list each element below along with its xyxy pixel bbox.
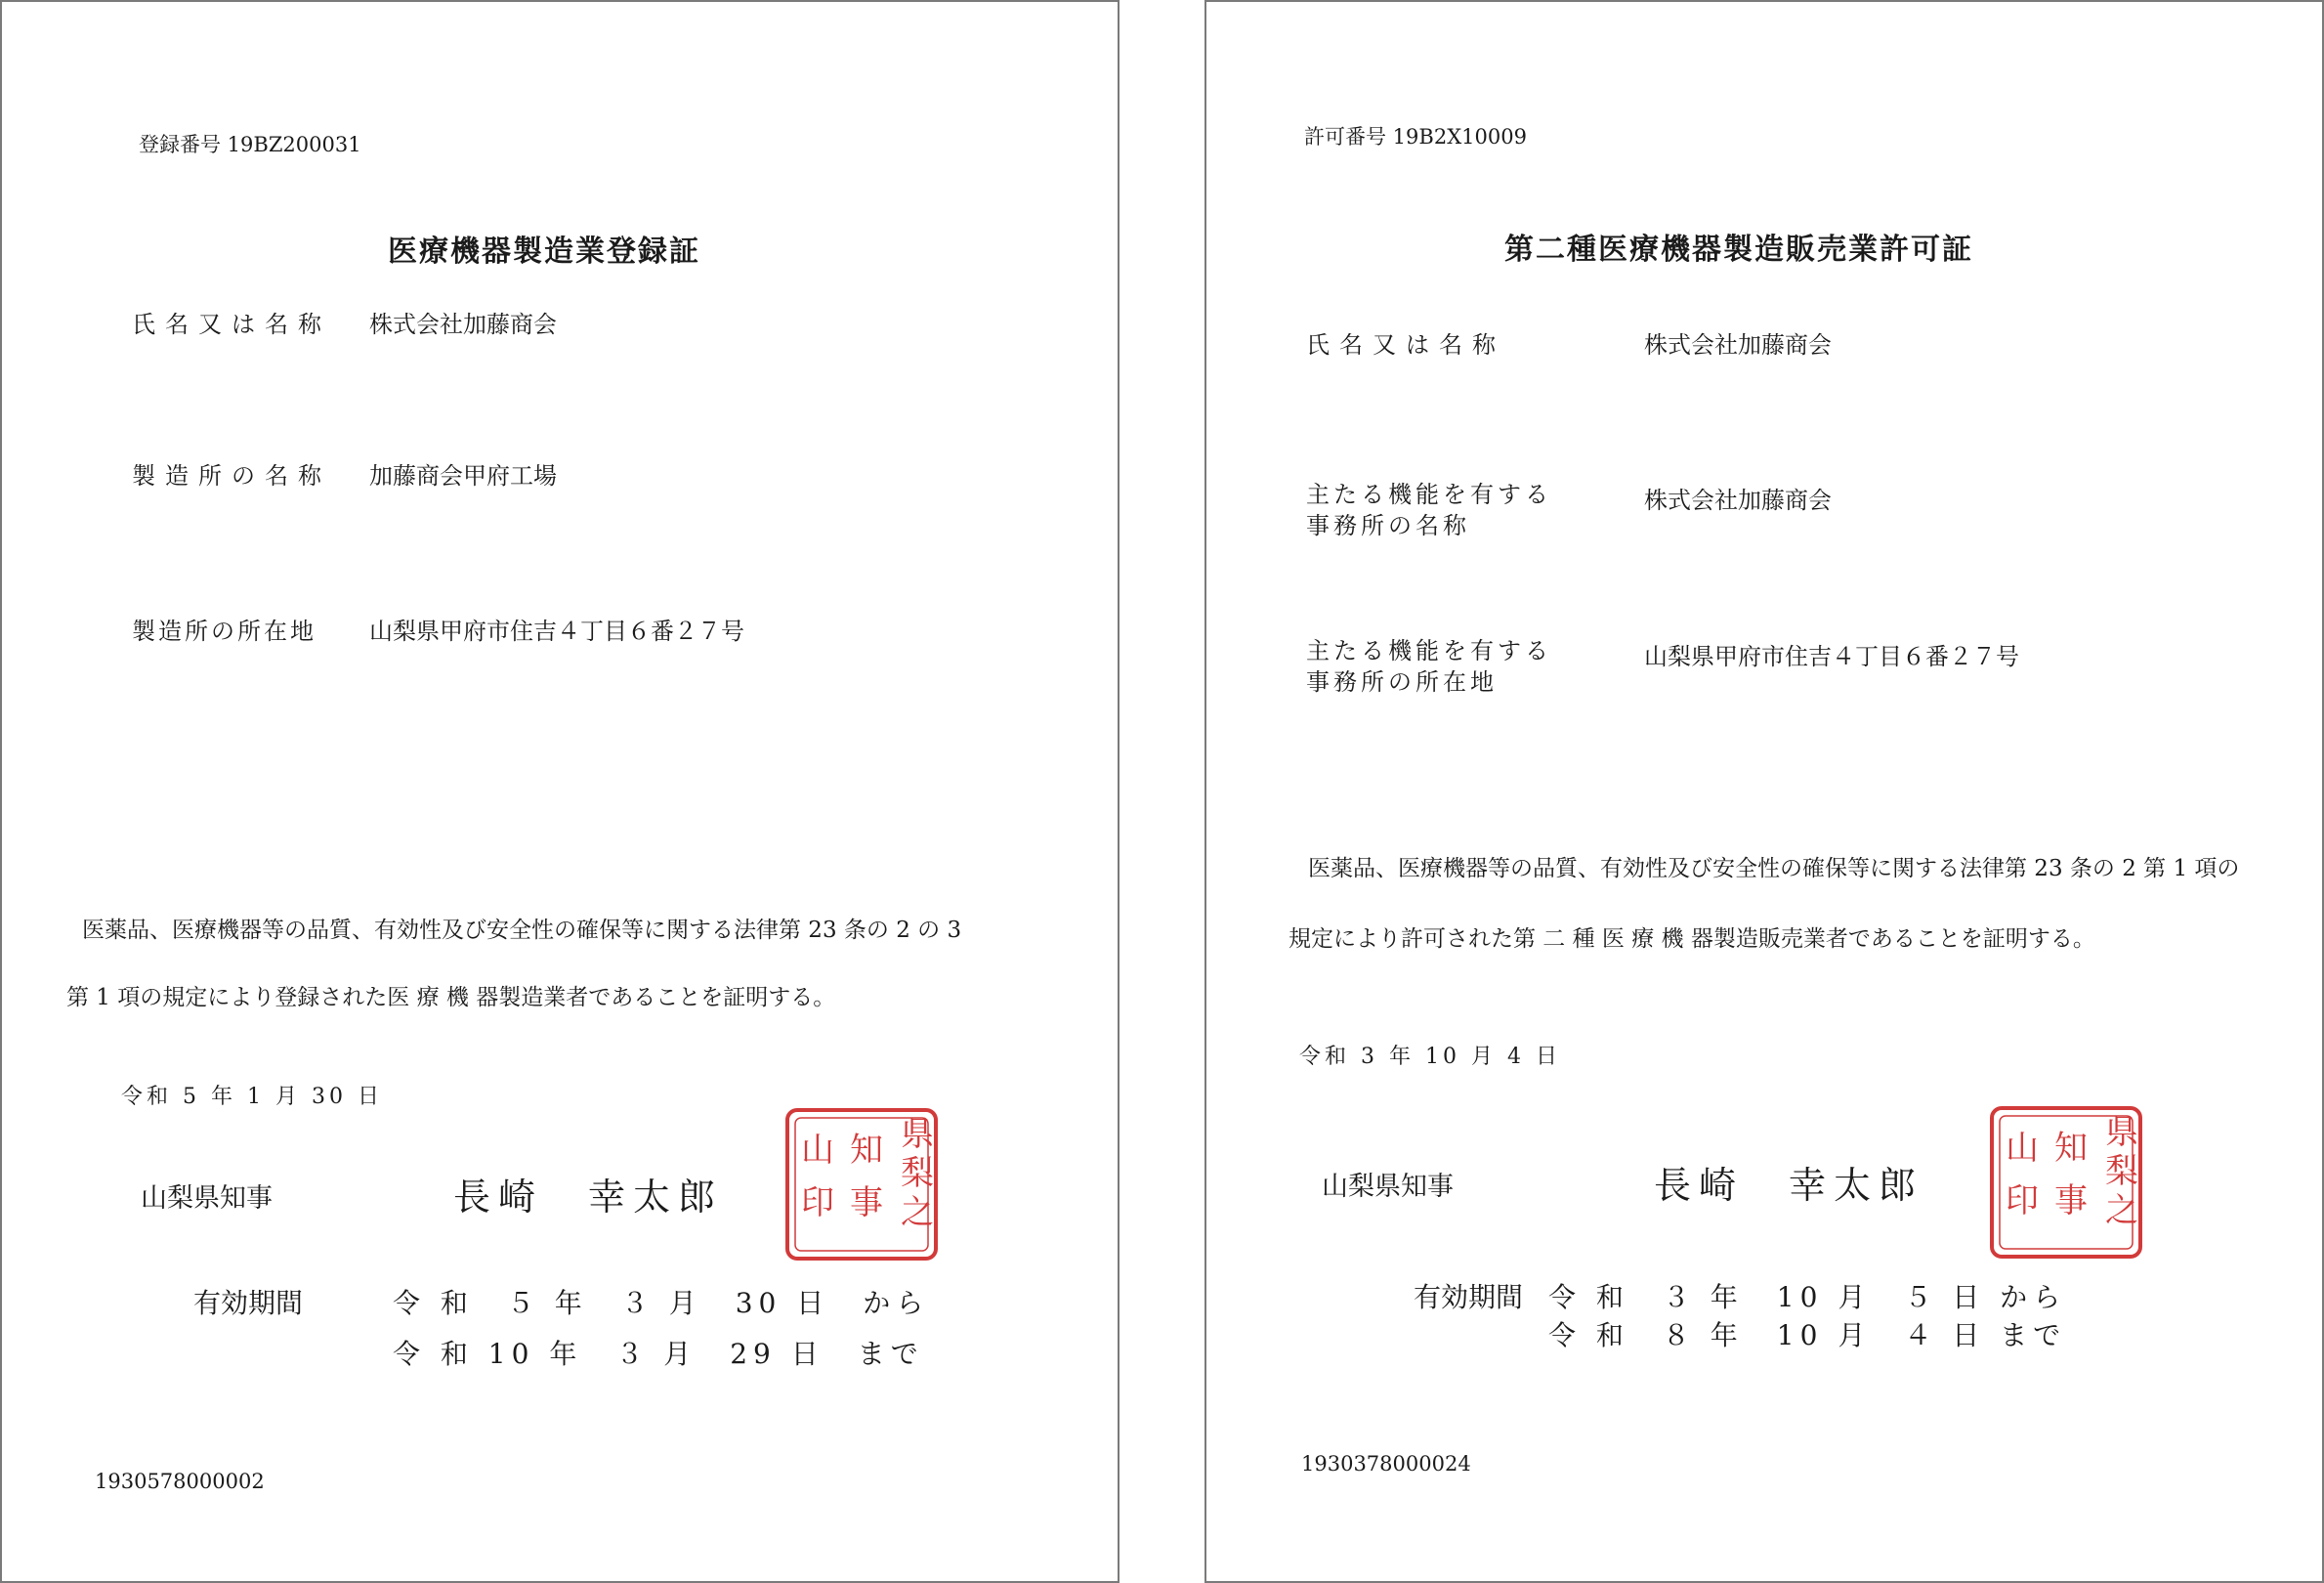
svg-text:事: 事 [2054,1181,2088,1220]
body-text-line1: 医薬品、医療機器等の品質、有効性及び安全性の確保等に関する法律第 23 条の 2 の 3 [82,918,962,943]
governor-title: 山梨県知事 [1322,1172,1454,1202]
validity-label: 有効期間 [1414,1281,1524,1313]
svg-text:山: 山 [801,1131,834,1170]
official-seal-icon [1988,1104,2144,1261]
governor-title: 山梨県知事 [141,1183,273,1214]
field-value-office-address: 山梨県甲府市住吉４丁目６番２７号 [1644,643,2019,670]
governor-name: 長崎 幸太郎 [453,1176,724,1219]
field-label-factory-address: 製造所の所在地 [132,618,317,645]
validity-to: 令 和 ８ 年 10 月 ４ 日 まで [1548,1319,2067,1351]
field-value-office-name: 株式会社加藤商会 [1644,487,1832,514]
validity-from: 令 和 ３ 年 10 月 ５ 日 から [1548,1281,2067,1313]
field-value-factory-name: 加藤商会甲府工場 [369,462,557,490]
svg-text:梨: 梨 [901,1154,934,1193]
svg-text:之: 之 [2105,1191,2138,1230]
svg-text:知: 知 [850,1131,883,1170]
svg-text:之: 之 [901,1193,934,1232]
body-text-line2: 第 1 項の規定により登録された医 療 機 器製造業者であることを証明する。 [66,985,836,1010]
certificate-permit [1204,0,2324,1583]
permit-number: 許可番号 19B2X10009 [1304,125,1527,149]
governor-name: 長崎 幸太郎 [1654,1164,1924,1207]
svg-text:梨: 梨 [2105,1152,2138,1191]
svg-text:知: 知 [2054,1129,2088,1168]
body-text-line2: 規定により許可された第 二 種 医 療 機 器製造販売業者であることを証明する。 [1289,926,2095,952]
field-value-name: 株式会社加藤商会 [1644,331,1832,359]
svg-text:県: 県 [901,1115,934,1154]
svg-text:印: 印 [2006,1181,2039,1220]
certificate-title: 医療機器製造業登録証 [388,235,700,269]
validity-to: 令 和 10 年 ３ 月 29 日 まで [393,1338,924,1370]
serial-number: 1930378000024 [1301,1452,1471,1476]
serial-number: 1930578000002 [95,1470,265,1493]
field-label-name: 氏名又は名称 [1306,331,1505,359]
field-label-name: 氏名又は名称 [132,311,331,338]
validity-label: 有効期間 [193,1287,304,1319]
field-label-factory-name: 製造所の名称 [132,462,331,490]
validity-from: 令 和 ５ 年 ３ 月 30 日 から [393,1287,930,1319]
issue-date: 令和 3 年 10 月 4 日 [1299,1045,1561,1069]
registration-number: 登録番号 19BZ200031 [139,133,361,156]
svg-text:事: 事 [850,1183,883,1222]
field-label-office-name: 主たる機能を有する事務所の名称 [1306,481,1552,539]
svg-text:印: 印 [801,1183,834,1222]
field-value-factory-address: 山梨県甲府市住吉４丁目６番２７号 [369,618,744,645]
svg-text:県: 県 [2105,1113,2138,1152]
certificate-title: 第二種医療機器製造販売業許可証 [1504,233,1973,267]
official-seal-icon [783,1106,940,1262]
issue-date: 令和 5 年 1 月 30 日 [121,1085,383,1109]
certificate-registration [0,0,1120,1583]
body-text-line1: 医薬品、医療機器等の品質、有効性及び安全性の確保等に関する法律第 23 条の 2 第 1 項の [1308,856,2240,881]
svg-text:山: 山 [2006,1129,2039,1168]
field-label-office-address: 主たる機能を有する事務所の所在地 [1306,637,1552,696]
field-value-name: 株式会社加藤商会 [369,311,557,338]
